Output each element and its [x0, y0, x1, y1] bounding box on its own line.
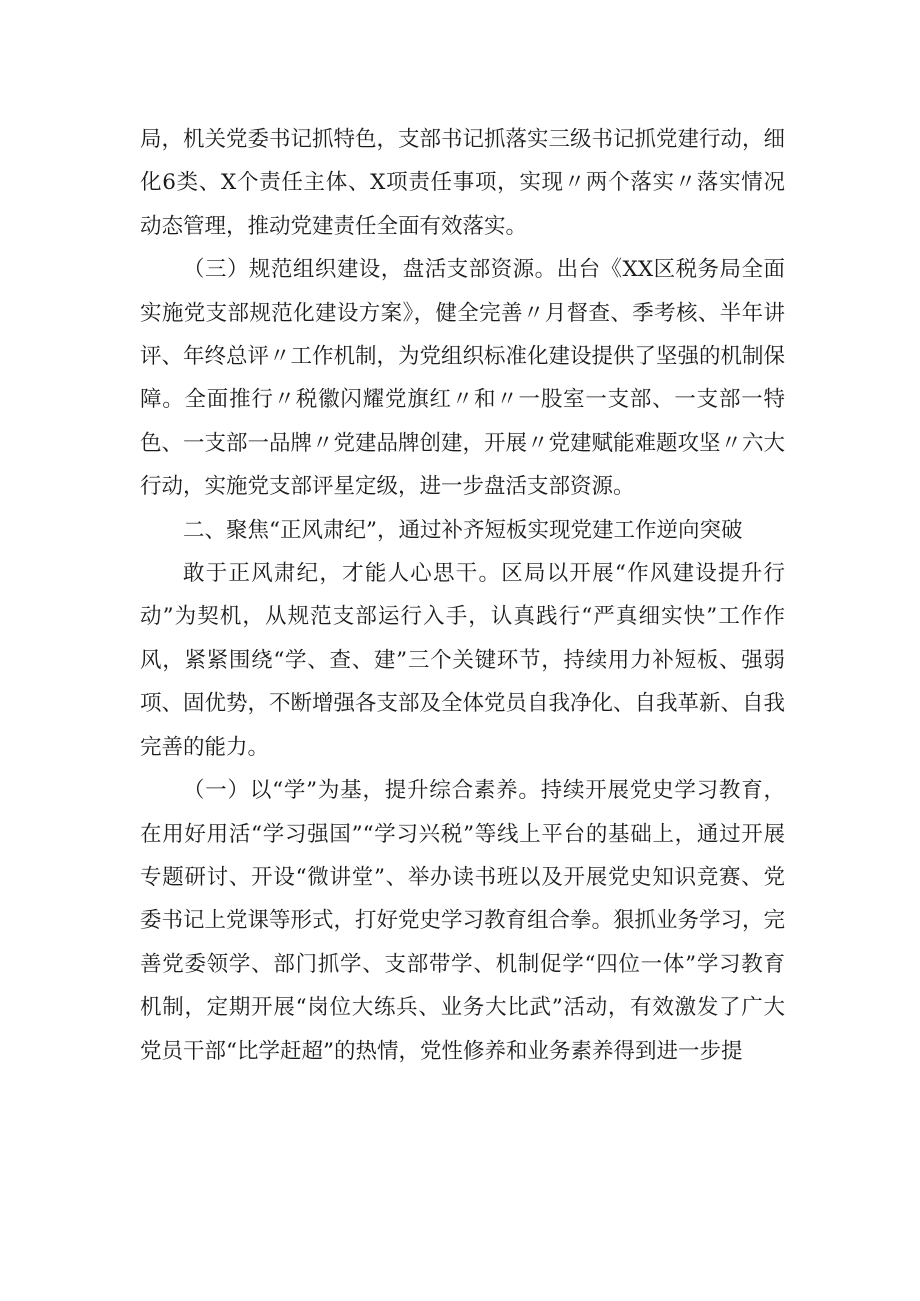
paragraph-continuation: 局，机关党委书记抓特色，支部书记抓落实三级书记抓党建行动，细化6类、X个责任主体、X项责任事项，实现〃两个落实〃落实情况动态管理，推动党建责任全面有效落实。 — [140, 127, 786, 239]
body-text — [140, 118, 785, 1073]
paragraph-section-three: （三）规范组织建设，盘活支部资源。出台《XX区税务局全面实施党支部规范化建设方案》，健全完善〃月督查、季考核、半年讲评、年终总评〃工作机制，为党组织标准化建设提供了坚强的机制保障。全面推行〃税徽闪耀党旗红〃和〃一股室一支部、一支部一特色、一支部一品牌〃党建品牌创建，开展〃党建赋能难题攻坚〃六大行动，实施党支部评星定级，进一步盘活支部资源。 — [140, 257, 786, 500]
paragraph-subsection-one: （一）以“学”为基，提升综合素养。持续开展党史学习教育，在用好用活“学习强国”“学习兴税”等线上平台的基础上，通过开展专题研讨、开设“微讲堂”、举办读书班以及开展党史知识竞赛、党委书记上党课等形式，打好党史学习教育组合拳。狠抓业务学习，完善党委领学、部门抓学、支部带学、机制促学“四位一体”学习教育机制，定期开展“岗位大练兵、业务大比武”活动，有效激发了广大党员干部“比学赶超”的热情，党性修养和业务素养得到进一步提 — [140, 778, 786, 1064]
paragraph-intro: 敢于正风肃纪，才能人心思干。区局以开展“作风建设提升行动”为契机，从规范支部运行入手，认真践行“严真细实快”工作作风，紧紧围绕“学、查、建”三个关键环节，持续用力补短板、强弱项、固优势，不断增强各支部及全体党员自我净化、自我革新、自我完善的能力。 — [140, 561, 786, 760]
section-heading-two: 二、聚焦“正风肃纪”，通过补齐短板实现党建工作逆向突破 — [183, 517, 743, 543]
